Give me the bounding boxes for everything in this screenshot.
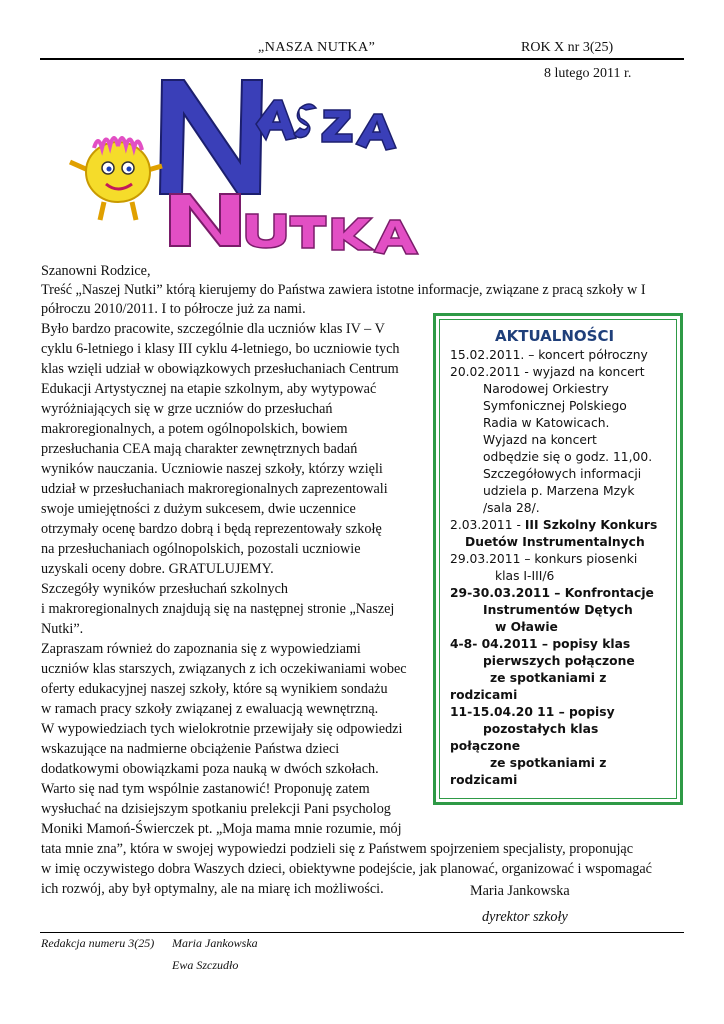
letter-line: półroczu 2010/2011. I to półrocze już za nami. — [41, 301, 306, 317]
letter-line: wyróżniających się w grze uczniów do przesłuchań — [41, 401, 333, 417]
news-line: w Oławie — [495, 620, 558, 634]
letter-line: Edukacji Artystycznej na etapie szkolnym, aby wytypować — [41, 381, 377, 397]
letter-line: wysłuchać na dzisiejszym spotkaniu prelekcji Pani psycholog — [41, 801, 391, 817]
news-line: Wyjazd na koncert — [483, 433, 597, 447]
letter-line: Warto się nad tym wspólnie zastanowić! Proponuję zatem — [41, 781, 370, 797]
footer-label: Redakcja numeru 3(25) — [41, 936, 155, 950]
news-line: /sala 28/. — [483, 501, 540, 515]
letter-line: udział w przesłuchaniach makroregionalnych zaprezentowali — [41, 481, 388, 497]
news-line: Symfonicznej Polskiego — [483, 399, 627, 413]
footer-editor: Maria Jankowska — [172, 936, 258, 950]
letter-line: i makroregionalnych znajdują się na następnej stronie „Naszej — [41, 601, 395, 617]
letter-line: Nutki”. — [41, 621, 84, 637]
letter-line: Szczegóły wyników przesłuchań szkolnych — [41, 581, 289, 597]
news-line: 2.03.2011 - III Szkolny Konkurs — [450, 518, 658, 532]
news-line: Radia w Katowicach. — [483, 416, 610, 430]
letter-line: ich rozwój, aby był optymalny, ale na miarę ich możliwości. — [41, 881, 384, 897]
news-line: Szczegółowych informacji — [483, 467, 642, 481]
news-line: Narodowej Orkiestry — [483, 382, 609, 396]
letter-greeting: Szanowni Rodzice, — [41, 263, 151, 279]
letter-line: wyników nauczania. Uczniowie naszej szkoły, którzy wzięli — [41, 461, 383, 477]
letter-line: otrzymały ocenę bardzo dobrą i będą reprezentowały szkołę — [41, 521, 382, 537]
news-line: Duetów Instrumentalnych — [465, 535, 645, 549]
news-line: połączone — [450, 739, 521, 753]
news-box-title: AKTUALNOŚCI — [495, 327, 615, 345]
letter-line: w ramach pracy szkoły związanej z ewaluacją wewnętrzną. — [41, 701, 379, 717]
letter-line: cyklu 6-letniego i klasy III cyklu 4-letniego, bo uczniowie tych — [41, 341, 400, 357]
news-line: rodzicami — [450, 773, 518, 787]
letter-line: W wypowiedziach tych wielokrotnie przewijały się odpowiedzi — [41, 721, 403, 737]
letter-line: dodatkowymi obowiązkami poza nauką w dwóch szkołach. — [41, 761, 379, 777]
header-rule — [40, 58, 684, 60]
letter-line: makroregionalnych, a potem ogólnopolskich, bowiem — [41, 421, 348, 437]
news-line: pozostałych klas — [483, 722, 599, 736]
news-line: 15.02.2011. – koncert półroczny — [450, 348, 648, 362]
news-line: ze spotkaniami z — [490, 671, 607, 685]
nasza-nutka-logo — [44, 70, 450, 256]
letter-line: w imię oczywistego dobra Waszych dzieci, obiektywne podejście, jak planować, organizować i wspomagać — [41, 861, 652, 877]
signature-role: dyrektor szkoły — [482, 909, 568, 925]
footer-editor: Ewa Szczudło — [172, 958, 239, 972]
issue-date: 8 lutego 2011 r. — [544, 66, 632, 81]
letter-line: tata mnie zna”, która w swojej wypowiedzi podzieli się z Państwem spojrzeniem specjalisty, proponując — [41, 841, 634, 857]
letter-line: Zapraszam również do zapoznania się z wypowiedziami — [41, 641, 361, 657]
smiley-character-icon — [70, 138, 162, 220]
letter-line: Moniki Mamoń-Świerczek pt. „Moja mama mnie rozumie, mój — [41, 821, 402, 837]
news-line: 20.02.2011 - wyjazd na koncert — [450, 365, 645, 379]
letter-line: uzyskali oceny dobre. GRATULUJEMY. — [41, 561, 274, 577]
news-line: rodzicami — [450, 688, 518, 702]
letter-line: wskazujące na nadmierne obciążenie Państwa dzieci — [41, 741, 340, 757]
issue-number: ROK X nr 3(25) — [521, 40, 614, 55]
news-line: 29.03.2011 – konkurs piosenki — [450, 552, 638, 566]
letter-line: Było bardzo pracowite, szczególnie dla uczniów klas IV – V — [41, 321, 385, 337]
letter-line: na przesłuchaniach ogólnopolskich, pozostali uczniowie — [41, 541, 361, 557]
letter-line: oferty edukacyjnej naszej szkoły, które są wynikiem sondażu — [41, 681, 388, 697]
footer-rule — [40, 932, 684, 933]
news-line: 4-8- 04.2011 – popisy klas — [450, 637, 631, 651]
letter-line: klas wzięli udział w obowiązkowych przesłuchaniach Centrum — [41, 361, 399, 377]
news-line: 29-30.03.2011 – Konfrontacje — [450, 586, 654, 600]
news-line: odbędzie się o godz. 11,00. — [483, 450, 653, 464]
news-line: klas I-III/6 — [495, 569, 555, 583]
news-line: 11-15.04.20 11 – popisy — [450, 705, 615, 719]
signature-name: Maria Jankowska — [470, 883, 570, 899]
letter-line: uczniów klas starszych, związanych z ich oczekiwaniami wobec — [41, 661, 407, 677]
newsletter-title: „NASZA NUTKA” — [258, 40, 376, 55]
news-line: Instrumentów Dętych — [483, 603, 633, 617]
letter-line: swoje umiejętności z dużym sukcesem, dwie uczennice — [41, 501, 356, 517]
news-line: pierwszych połączone — [483, 654, 635, 668]
letter-line: Treść „Naszej Nutki” którą kierujemy do Państwa zawiera istotne informacje, związane z pracą szkoły w I — [41, 282, 646, 298]
news-line: ze spotkaniami z — [490, 756, 607, 770]
letter-line: przesłuchania CEA mają charakter zewnętrznych badań — [41, 441, 358, 457]
news-line: udziela p. Marzena Mzyk — [483, 484, 635, 498]
